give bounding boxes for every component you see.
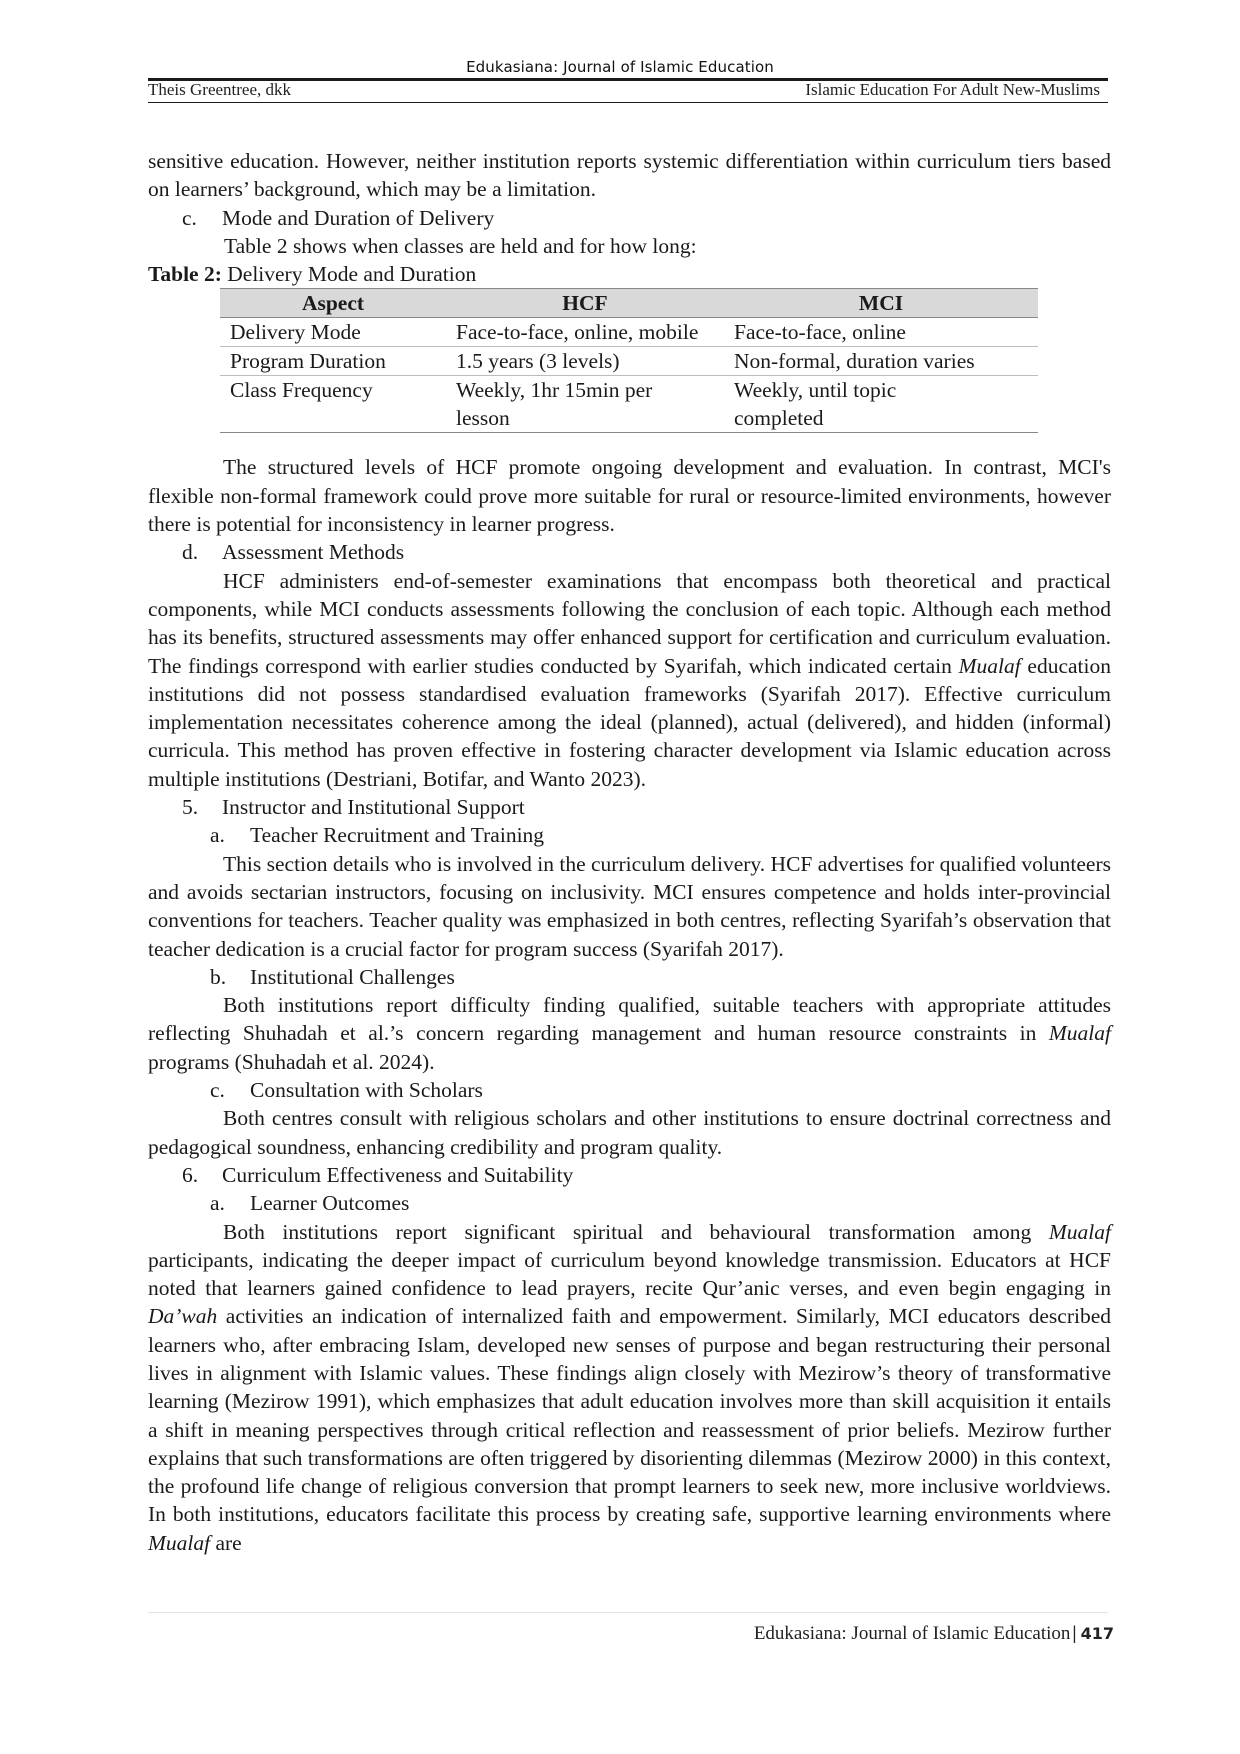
paragraph-outcomes [148, 1218, 1111, 1558]
footer-separator: | [1072, 1623, 1077, 1644]
italic-term: Mualaf [1048, 1021, 1111, 1046]
column-header: Aspect [220, 289, 446, 318]
page-footer [148, 1623, 1114, 1645]
paragraph-teacher: This section details who is involved in the curriculum delivery. HCF advertises for qualified volunteers and avoids sectarian instructors, focusing on inclusivity. MCI ensures competence and holds inter-provincial conventions for teachers. Teacher quality was emphasized in both centres, reflecting Syarifah’s observation that teacher dedication is a crucial factor for program success (Syarifah 2017). [148, 851, 1111, 961]
subsection-title: Institutional Challenges [250, 964, 455, 989]
table-header-row [220, 289, 1038, 318]
list-marker: c. [210, 1078, 225, 1103]
delivery-table [220, 288, 1038, 433]
text-run: Both institutions report significant spiritual and behavioural transformation among [223, 1219, 1049, 1244]
text-run: HCF administers end-of-semester examinations that encompass both theoretical and practical components, while MCI conducts assessments following the conclusion of each topic. Although each method has its benefits, structured assessments may offer enhanced support for certification and curriculum evaluation. The findings correspond with earlier studies conducted by Syarifah, which indicated certain [148, 568, 1111, 678]
page-number: 417 [1080, 1624, 1114, 1643]
table-cell: Face-to-face, online [724, 318, 1038, 347]
table-cell: 1.5 years (3 levels) [446, 347, 724, 376]
text-run: activities an indication of internalized faith and empowerment. Similarly, MCI educators described learners who, after embracing Islam, developed new senses of purpose and began restructuring their personal lives in alignment with Islamic values. These findings align closely with Mezirow’s theory of transformative learning (Mezirow 1991), which emphasizes that adult education involves more than skill acquisition it entails a shift in meaning perspectives through critical reflection and reassessment of prior beliefs. Mezirow further explains that such transformations are often triggered by disorienting dilemmas (Mezirow 2000) in this context, the profound life change of religious conversion that prompt learners to seek new, more inclusive worldviews. In both institutions, educators facilitate this process by creating safe, supportive learning environments where [148, 1304, 1111, 1527]
text-run: programs (Shuhadah et al. 2024). [148, 1049, 435, 1074]
list-marker: 6. [182, 1162, 199, 1187]
section-title: Curriculum Effectiveness and Suitability [222, 1162, 574, 1187]
subsection-title: Consultation with Scholars [250, 1078, 483, 1103]
table-caption [148, 260, 1111, 288]
italic-term: Mualaf [1048, 1219, 1111, 1244]
list-marker: c. [182, 205, 197, 230]
paragraph-assessment [148, 567, 1111, 793]
table-row [220, 376, 1038, 433]
italic-term: Mualaf [958, 653, 1021, 678]
header-running-title: Islamic Education For Adult New-Muslims [805, 80, 1100, 99]
column-header: HCF [446, 289, 724, 318]
paragraph-scholars: Both centres consult with religious scholars and other institutions to ensure doctrinal correctness and pedagogical soundness, enhancing credibility and program quality. [148, 1106, 1111, 1159]
subsection-title: Teacher Recruitment and Training [250, 823, 545, 848]
list-marker: a. [210, 1191, 225, 1216]
italic-term: Mualaf [148, 1530, 211, 1555]
subsection-title: Learner Outcomes [250, 1191, 410, 1216]
journal-title: Edukasiana: Journal of Islamic Education [466, 58, 774, 76]
text-run: participants, indicating the deeper impact of curriculum beyond knowledge transmission. Educators at HCF noted that learners gained confidence to lead prayers, recite Qur’anic verses, and even begin engaging in [148, 1247, 1111, 1301]
paragraph-intro: sensitive education. However, neither institution reports systemic differentiation within curriculum tiers based on learners’ background, which may be a limitation. [148, 149, 1111, 202]
table-cell: Non-formal, duration varies [724, 347, 1038, 376]
table-lead-text: Table 2 shows when classes are held and for how long: [224, 233, 697, 258]
table-row [220, 347, 1038, 376]
section-title: Instructor and Institutional Support [222, 795, 525, 820]
subsection-heading-outcomes [148, 1189, 1111, 1217]
table-cell: Class Frequency [220, 376, 446, 433]
header-authors: Theis Greentree, dkk [148, 80, 292, 99]
table-caption-label: Table 2: [148, 262, 222, 287]
table-cell: Face-to-face, online, mobile [446, 318, 724, 347]
paragraph-challenges [148, 991, 1111, 1076]
subsection-title: Mode and Duration of Delivery [222, 205, 495, 230]
footer-journal: Edukasiana: Journal of Islamic Education [753, 1623, 1071, 1644]
list-marker: 5. [182, 795, 199, 820]
subsection-heading-recruitment [148, 821, 1111, 849]
table-cell: Program Duration [220, 347, 446, 376]
subsection-heading-scholars [148, 1076, 1111, 1104]
subsection-heading-challenges [148, 963, 1111, 991]
subsection-title: Assessment Methods [222, 540, 405, 565]
table-row [220, 318, 1038, 347]
table-caption-text: Delivery Mode and Duration [221, 262, 477, 287]
italic-term: Da’wah [148, 1304, 218, 1329]
column-header: MCI [724, 289, 1038, 318]
subsection-heading-assessment [148, 538, 1111, 566]
subsection-heading-mode [148, 204, 1111, 232]
spacer [148, 433, 1111, 453]
list-marker: b. [210, 964, 227, 989]
table-cell: Weekly, until topic completed [724, 376, 1038, 433]
header-rule-thin [148, 102, 1108, 103]
list-marker: a. [210, 823, 225, 848]
footer-rule [148, 1612, 1108, 1613]
text-run: Both institutions report difficulty finding qualified, suitable teachers with appropriate attitudes reflecting Shuhadah et al.’s concern regarding management and human resource constraints in [148, 993, 1111, 1046]
paragraph-structured-levels: The structured levels of HCF promote ongoing development and evaluation. In contrast, MCI's flexible non-formal framework could prove more suitable for rural or resource-limited environments, however there is potential for inconsistency in learner progress. [148, 455, 1111, 537]
running-header [148, 80, 1100, 100]
section-heading-5 [148, 793, 1111, 821]
list-marker: d. [182, 540, 199, 565]
section-heading-6 [148, 1161, 1111, 1189]
page-body [148, 147, 1111, 1557]
text-run: education institutions did not possess standardised evaluation frameworks (Syarifah 2017). Effective curriculum implementation necessitates coherence among the ideal (planned), actual (delivered), and hidden (informal) curricula. This method has proven effective in fostering character development via Islamic education across multiple institutions (Destriani, Botifar, and Wanto 2023). [148, 653, 1111, 791]
table-cell: Weekly, 1hr 15min per lesson [446, 376, 724, 433]
text-run: are [210, 1530, 242, 1555]
table-cell: Delivery Mode [220, 318, 446, 347]
